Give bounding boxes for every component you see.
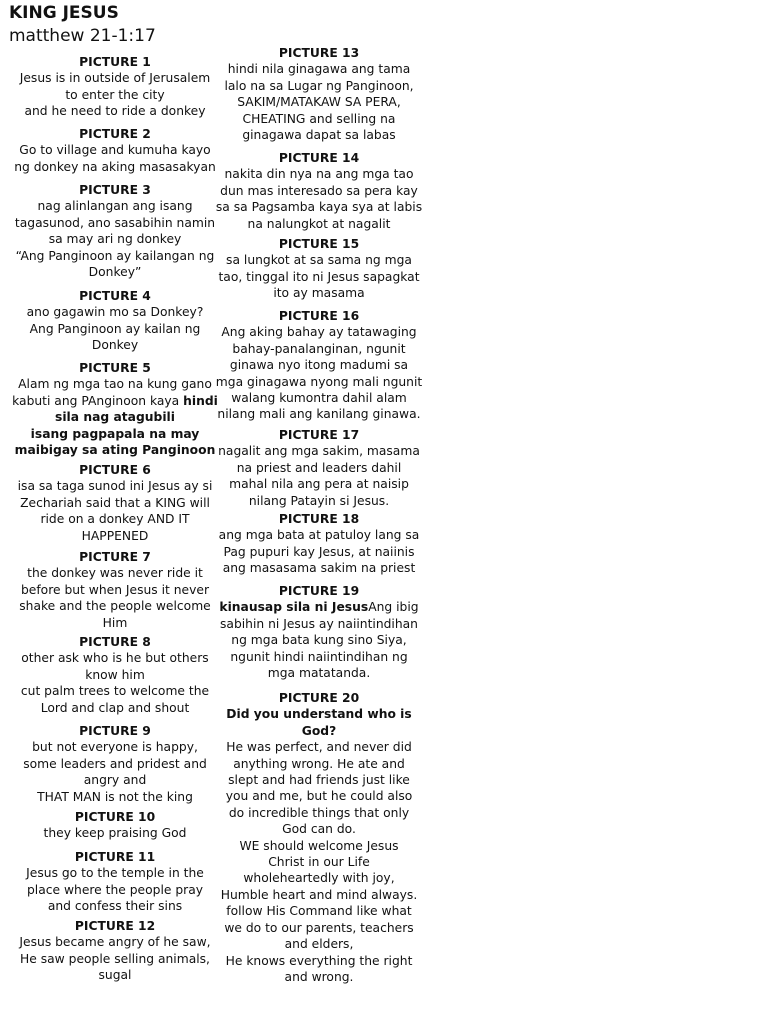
picture-text-line: know him	[85, 667, 145, 682]
picture-text-span: kabuti ang PAnginoon kaya	[12, 393, 184, 408]
picture-text-line: Ang aking bahay ay tatawaging	[221, 325, 417, 340]
picture-text-line: before but when Jesus it never	[20, 582, 210, 597]
picture-text-line: Jesus go to the temple in the	[26, 866, 204, 881]
picture-bold-line: Did you understand who is	[226, 707, 412, 722]
picture-text-line: ano gagawin mo sa Donkey?	[26, 305, 204, 320]
picture-text-line: tagasunod, ano sasabihin namin	[14, 215, 216, 230]
picture-text-line: God can do.	[282, 822, 356, 837]
picture-text-line: nagalit ang mga sakim, masama	[218, 444, 420, 459]
picture-20-block	[213, 690, 425, 985]
picture-text-line: He knows everything the right	[225, 953, 413, 968]
picture-text-line: Lord and clap and shout	[40, 700, 190, 715]
picture-text-line: but not everyone is happy,	[32, 740, 198, 755]
picture-text-line: slept and had friends just like	[228, 773, 410, 788]
picture-text-line: tao, tinggal ito ni Jesus sapagkat	[218, 269, 420, 284]
picture-text-line: and elders,	[284, 937, 354, 952]
picture-text-line: sa lungkot at sa sama ng mga	[226, 253, 412, 268]
picture-heading: PICTURE 16	[278, 309, 360, 323]
picture-text-line: HAPPENED	[81, 528, 149, 543]
picture-text-line: anything wrong. He ate and	[233, 756, 405, 771]
picture-heading: PICTURE 19	[278, 584, 360, 598]
picture-12-block	[4, 918, 226, 984]
picture-text-line: THAT MAN is not the king	[37, 789, 193, 804]
picture-text-line: Zechariah said that a KING will	[20, 495, 210, 510]
picture-text-line: sabihin ni Jesus ay naiintindihan	[220, 616, 418, 631]
picture-text-line: He was perfect, and never did	[226, 740, 412, 755]
picture-text-line: do incredible things that only	[228, 805, 410, 820]
picture-17-block	[213, 427, 425, 509]
picture-10-block	[4, 809, 226, 842]
picture-text-line: lalo na sa Lugar ng Panginoon,	[224, 78, 414, 93]
picture-text-line: Christ in our Life	[268, 855, 370, 870]
picture-bold-span: kinausap sila ni Jesus	[219, 600, 369, 615]
picture-3-block	[4, 182, 226, 280]
picture-heading: PICTURE 4	[79, 289, 151, 303]
picture-heading: PICTURE 15	[278, 237, 360, 251]
picture-text-line: Jesus became angry of he saw,	[19, 935, 211, 950]
picture-text-line: WE should welcome Jesus	[239, 838, 399, 853]
picture-text-line: ang masasama sakim na priest	[222, 561, 416, 576]
picture-text-line: ngunit hindi naiintindihan ng	[230, 649, 408, 664]
picture-11-block	[4, 849, 226, 915]
picture-text-line: you and me, but he could also	[225, 789, 413, 804]
picture-text-line: ng mga bata kung sino Siya,	[231, 633, 407, 648]
picture-text-line: follow His Command like what	[226, 904, 412, 919]
picture-16-block	[213, 308, 425, 423]
picture-2-block	[4, 126, 226, 175]
picture-text-line: He saw people selling animals,	[20, 951, 210, 966]
picture-text-line: and confess their sins	[47, 899, 183, 914]
picture-text-line: Alam ng mga tao na kung gano	[18, 377, 212, 392]
picture-4-block	[4, 288, 226, 354]
picture-text-line: some leaders and pridest and	[23, 756, 207, 771]
picture-text-line: Pag pupuri kay Jesus, at naiinis	[223, 544, 415, 559]
picture-text-line: Ang Panginoon ay kailan ng	[29, 321, 201, 336]
picture-5-block	[4, 360, 226, 458]
picture-text-line: Jesus is in outside of Jerusalem	[19, 71, 211, 86]
picture-text-line: mahal nila ang pera at naisip	[229, 477, 409, 492]
picture-text-line: isa sa taga sunod ini Jesus ay si	[17, 479, 213, 494]
picture-19-block	[213, 583, 425, 681]
picture-7-block	[4, 549, 226, 631]
picture-text-line: and wrong.	[284, 969, 354, 984]
picture-text-line: “Ang Panginoon ay kailangan ng	[15, 248, 215, 263]
picture-text-line: walang kumontra dahil alam	[231, 391, 407, 406]
picture-text-line: Humble heart and mind always.	[220, 887, 418, 902]
picture-text-line: Go to village and kumuha kayo	[19, 143, 211, 158]
picture-heading: PICTURE 18	[278, 512, 360, 526]
picture-text-line: place where the people pray	[26, 882, 204, 897]
page-title: KING JESUS	[9, 3, 119, 23]
picture-13-block	[213, 45, 425, 143]
picture-text-line: ang mga bata at patuloy lang sa	[218, 528, 420, 543]
picture-text-line: Donkey”	[88, 265, 142, 280]
picture-text-span: Ang ibig	[368, 600, 419, 615]
picture-heading: PICTURE 12	[74, 919, 156, 933]
picture-heading: PICTURE 13	[278, 46, 360, 60]
picture-heading: PICTURE 6	[79, 463, 151, 477]
picture-text-line: and he need to ride a donkey	[24, 104, 206, 119]
picture-6-block	[4, 462, 226, 544]
picture-text-line: nilang Patayin si Jesus.	[248, 493, 390, 508]
picture-bold-line: sila nag atagubili	[55, 410, 175, 425]
picture-text-line: they keep praising God	[43, 826, 187, 841]
picture-heading: PICTURE 3	[79, 183, 151, 197]
picture-text-line: hindi nila ginagawa ang tama	[227, 62, 411, 77]
picture-text-line: ginawa nyo itong madumi sa	[229, 358, 409, 373]
picture-text-line: we do to our parents, teachers	[224, 920, 414, 935]
picture-heading: PICTURE 17	[278, 428, 360, 442]
picture-text-line: sa may ari ng donkey	[48, 232, 182, 247]
picture-text-line: na nalungkot at nagalit	[247, 216, 391, 231]
picture-text-line: CHEATING and selling na	[242, 111, 396, 126]
picture-heading: PICTURE 5	[79, 361, 151, 375]
picture-heading: PICTURE 8	[79, 635, 151, 649]
picture-heading: PICTURE 10	[74, 810, 156, 824]
picture-15-block	[213, 236, 425, 302]
picture-text-line: SAKIM/MATAKAW SA PERA,	[237, 95, 401, 110]
picture-heading: PICTURE 1	[79, 55, 151, 69]
picture-text-line: shake and the people welcome	[19, 599, 211, 614]
picture-text-line: Him	[102, 615, 128, 630]
picture-text-line: Donkey	[91, 338, 139, 353]
picture-heading: PICTURE 2	[79, 127, 151, 141]
picture-text-line: other ask who is he but others	[21, 651, 209, 666]
picture-text-line: mga ginagawa nyong mali ngunit	[215, 374, 423, 389]
picture-text-line: ride on a donkey AND IT	[40, 512, 190, 527]
picture-heading: PICTURE 7	[79, 550, 151, 564]
scripture-reference: matthew 21-1:17	[9, 26, 156, 46]
picture-text-line: ginagawa dapat sa labas	[242, 128, 396, 143]
picture-14-block	[213, 150, 425, 232]
picture-text-line	[213, 599, 425, 615]
picture-text-line: cut palm trees to welcome the	[20, 684, 210, 699]
picture-text-line: na priest and leaders dahil	[236, 460, 402, 475]
picture-text-line: the donkey was never ride it	[27, 566, 203, 581]
picture-text-line: angry and	[83, 773, 147, 788]
picture-text-line: dun mas interesado sa pera kay	[220, 183, 418, 198]
picture-heading: PICTURE 11	[74, 850, 156, 864]
picture-text-line: nag alinlangan ang isang	[37, 199, 193, 214]
picture-bold-line: maibigay sa ating Panginoon	[14, 443, 216, 458]
picture-text-line	[4, 393, 226, 409]
picture-text-line: nakita din nya na ang mga tao	[224, 167, 414, 182]
picture-1-block	[4, 54, 226, 120]
picture-heading: PICTURE 14	[278, 151, 360, 165]
picture-text-line: nilang mali ang kanilang ginawa.	[217, 407, 421, 422]
picture-8-block	[4, 634, 226, 716]
picture-text-line: ito ay masama	[273, 286, 365, 301]
picture-text-line: to enter the city	[65, 87, 165, 102]
picture-text-line: mga matatanda.	[267, 666, 371, 681]
picture-bold-line: God?	[301, 723, 337, 738]
picture-text-line: bahay-panalanginan, ngunit	[232, 341, 406, 356]
picture-heading: PICTURE 9	[79, 724, 151, 738]
picture-18-block	[213, 511, 425, 577]
picture-bold-line: isang pagpapala na may	[30, 426, 200, 441]
picture-text-line: wholeheartedly with joy,	[243, 871, 395, 886]
picture-text-line: sa sa Pagsamba kaya sya at labis	[215, 200, 423, 215]
picture-text-line: ng donkey na aking masasakyan	[14, 159, 216, 174]
picture-text-line: sugal	[98, 968, 132, 983]
picture-bold-span: hindi	[183, 393, 218, 408]
picture-heading: PICTURE 20	[278, 691, 360, 705]
picture-9-block	[4, 723, 226, 805]
